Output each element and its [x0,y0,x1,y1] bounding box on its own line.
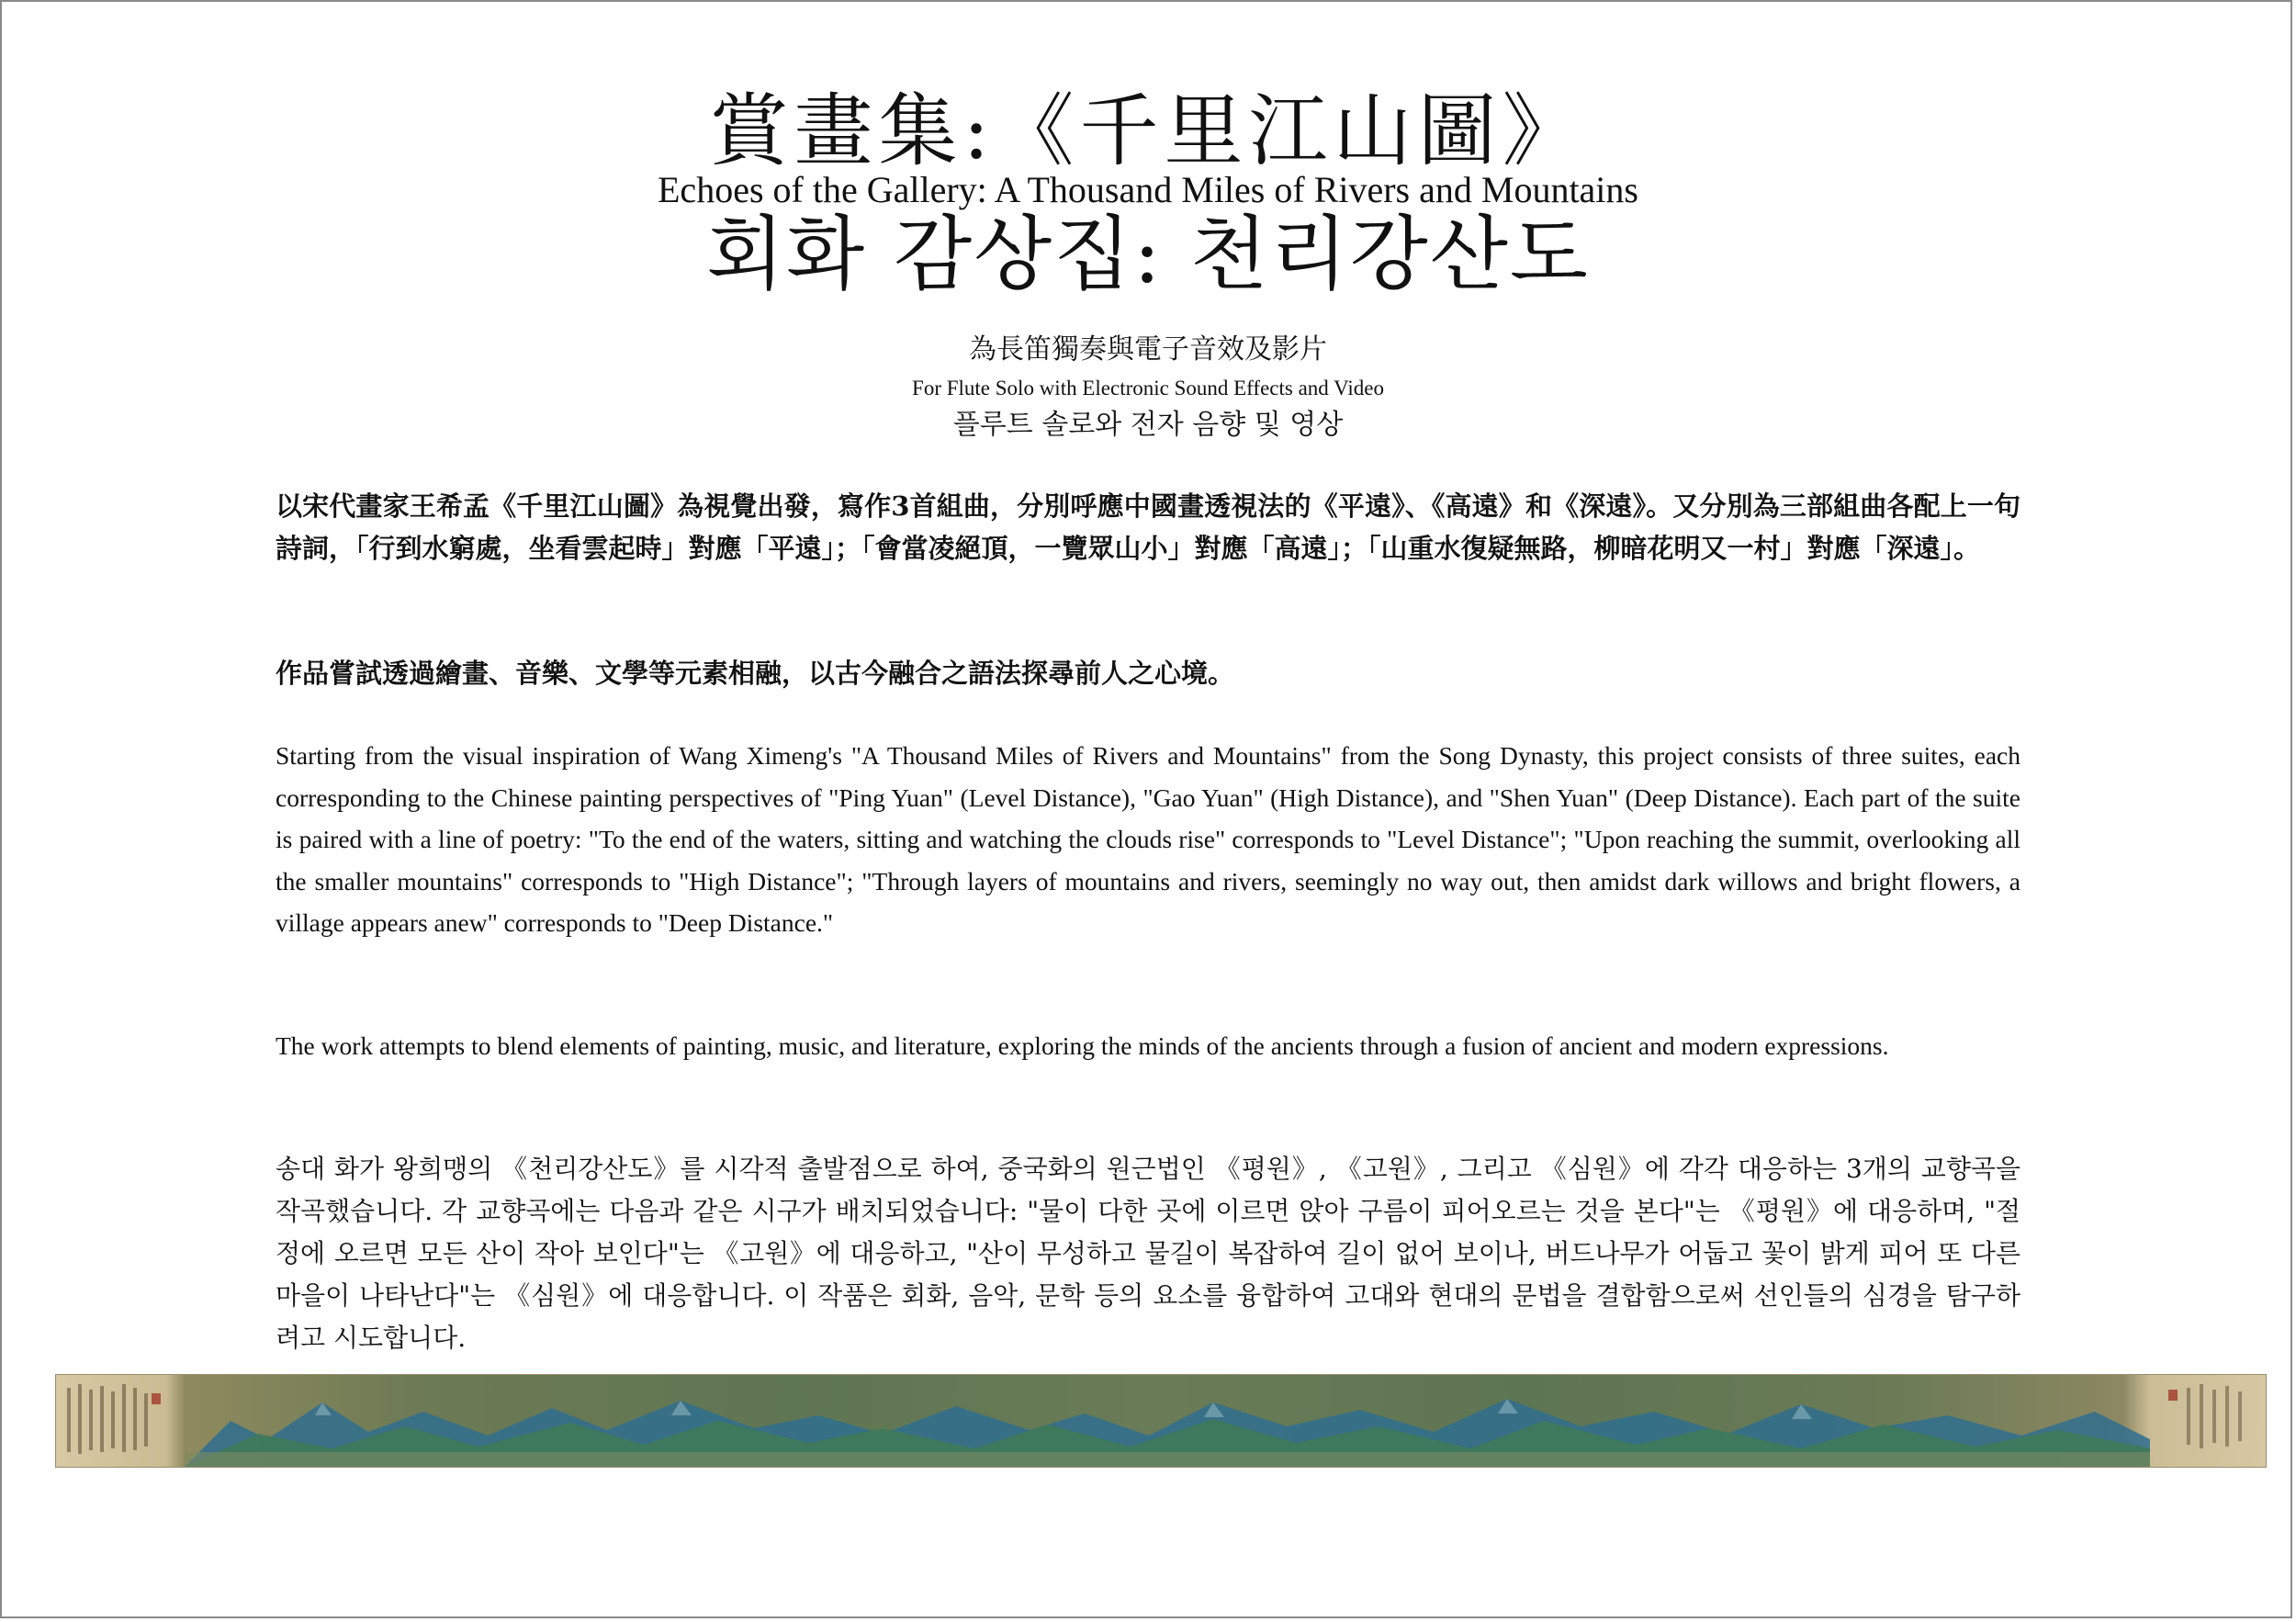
title-korean: 회화 감상집: 천리강산도 [706,207,1590,301]
title-chinese: 賞畫集:《千里江山圖》 [709,85,1587,177]
korean-paragraph: 송대 화가 왕희맹의 《천리강산도》를 시각적 출발점으로 하여, 중국화의 원근법인 《평원》, 《고원》, 그리고 《심원》에 각각 대응하는 3개의 교향곡을 작곡했습니다. 각 교향곡에는 다음과 같은 시구가 배치되었습니다: "물이 다한 곳에 이르면 앉아 구름이 피어오르는 것을 본다"는 《평원》에 대응하며, "절정에 오르면 모든 산이 작아 보인다"는 《고원》에 대응하고, "산이 무성하고 물길이 복잡하여 길이 없어 보이나, 버드나무가 어둡고 꽃이 밝게 피어 또 다른 마을이 나타난다"는 《심원》에 대응합니다. 이 작품은 회화, 음악, 문학 등의 요소를 융합하여 고대와 현대의 문법을 결합함으로써 선인들의 심경을 탐구하려고 시도합니다. [276,1154,2020,1353]
subtitle-chinese: 為長笛獨奏與電子音效及影片 [969,333,1327,366]
subtitle-korean: 플루트 솔로와 전자 음향 및 영상 [952,409,1344,441]
landscape-scroll-painting-image [55,1374,2267,1468]
subtitle-english: For Flute Solo with Electronic Sound Effects and Video [912,377,1384,400]
landscape-scroll-painting-icon [56,1375,2266,1467]
english-closing-paragraph: The work attempts to blend elements of painting, music, and literature, exploring the minds of the ancients through a fusion of ancient and modern expressions. [276,1031,1889,1060]
title-english: Echoes of the Gallery: A Thousand Miles of Rivers and Mountains [658,169,1638,210]
chinese-closing-paragraph: 作品嘗試透過繪畫、音樂、文學等元素相融，以古今融合之語法探尋前人之心境。 [276,658,1235,689]
chinese-intro-paragraph: 以宋代畫家王希孟《千里江山圖》為視覺出發，寫作3首組曲，分別呼應中國畫透視法的《平遠》、《高遠》和《深遠》。又分別為三部組曲各配上一句詩詞，「行到水窮處，坐看雲起時」對應「平遠」；「會當凌絕頂，一覽眾山小」對應「高遠」；「山重水復疑無路，柳暗花明又一村」對應「深遠」。 [276,490,2020,564]
english-intro-paragraph: Starting from the visual inspiration of Wang Ximeng's "A Thousand Miles of Rivers and Mountains" from the Song Dynasty, this project consists of three suites, each corresponding to the Chinese painting perspectives of "Ping Yuan" (Level Distance), "Gao Yuan" (High Distance), and "Shen Yuan" (Deep Distance). Each part of the suite is paired with a line of poetry: "To the end of the waters, sitting and watching the clouds rise" corresponds to "Level Distance"; "Upon reaching the summit, overlooking all the smaller mountains" corresponds to "High Distance"; "Through layers of mountains and rivers, seemingly no way out, then amidst dark willows and bright flowers, a village appears anew" corresponds to "Deep Distance." [276,741,2020,937]
